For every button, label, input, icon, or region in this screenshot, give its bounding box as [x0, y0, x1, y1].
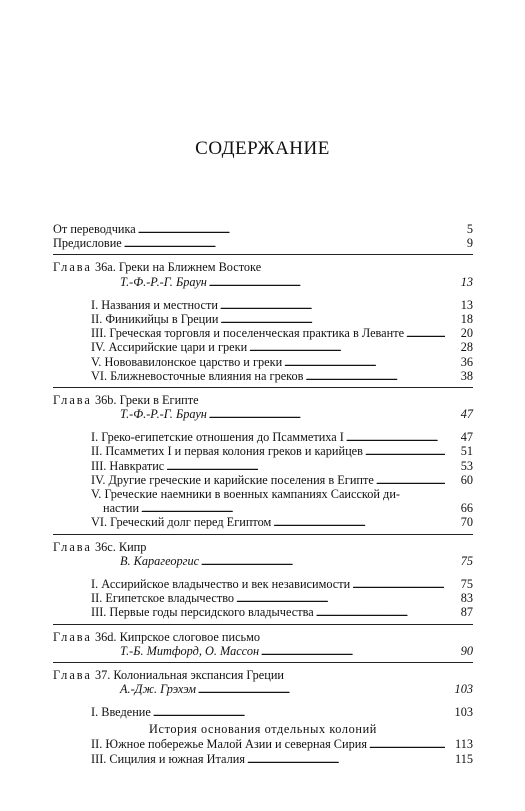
toc-entry: [53, 605, 473, 619]
entry-title: IV. Другие греческие и карийские поселения в Египте: [91, 472, 374, 487]
page-number: 18: [460, 311, 473, 326]
divider: [53, 662, 473, 663]
leader-dots: [306, 369, 446, 385]
chapter-title: Колониальная экспансия Греции: [113, 667, 284, 682]
entry-title: III. Греческая торговля и поселенческая практика в Леванте: [91, 326, 405, 341]
chapter-title: Греки в Египте: [119, 392, 199, 407]
toc-entry: [53, 515, 473, 529]
page-number: 28: [460, 340, 473, 355]
divider: [53, 254, 473, 255]
toc-entry: [53, 444, 473, 458]
entry-title: IV. Ассирийские цари и греки: [91, 340, 248, 355]
divider: [53, 534, 473, 535]
entry-title-first-line: V. Греческие наемники в военных кампаниях Саисской ди-: [91, 487, 400, 501]
page-number: 47: [460, 407, 473, 422]
toc-entry: [53, 737, 473, 751]
toc-entry: [53, 501, 473, 515]
toc-entry: [53, 236, 473, 250]
chapter-heading: [53, 260, 473, 274]
chapter-label: Глава: [53, 629, 92, 644]
page-number: 51: [460, 444, 473, 459]
chapter-heading: [53, 630, 473, 644]
chapter-author: Т.-Ф.-Р.-Г. Браун: [120, 407, 207, 422]
chapter-number: 36а.: [94, 260, 116, 275]
page-number: 113: [455, 737, 473, 752]
leader-dots: [124, 236, 445, 252]
entry-title: III. Навкратис: [91, 458, 165, 473]
page-number: 90: [460, 643, 473, 658]
page-number: 103: [454, 682, 473, 697]
entry-title: I. Греко-египетские отношения до Псамметиха I: [91, 430, 344, 445]
chapter-title: Кипр: [118, 539, 147, 554]
divider: [53, 387, 473, 388]
chapter-author-row: [53, 275, 473, 289]
page-number: 5: [466, 222, 473, 236]
toc-entry: [53, 326, 473, 340]
page-number: 53: [460, 458, 473, 473]
table-of-contents: [53, 222, 473, 766]
section-subheading: История основания отдельных колоний: [149, 722, 377, 737]
chapter-author-row: [53, 644, 473, 658]
entry-title: VI. Греческий долг перед Египтом: [91, 515, 272, 530]
chapter-author-row: [53, 682, 473, 696]
toc-entry: [53, 473, 473, 487]
toc-entry: [53, 340, 473, 354]
page-number: 9: [466, 236, 473, 251]
chapter-label: Глава: [53, 539, 92, 554]
toc-entry: [53, 591, 473, 605]
chapter-number: 36b.: [94, 392, 117, 407]
leader-dots: [316, 605, 445, 621]
entry-title: I. Названия и местности: [91, 297, 218, 312]
toc-entry: [53, 369, 473, 383]
chapter-heading: [53, 668, 473, 682]
chapter-author: Т.-Б. Митфорд, О. Массон: [120, 643, 260, 658]
leader-dots: [209, 275, 445, 291]
entry-title: II. Финикийцы в Греции: [91, 311, 219, 326]
chapter-author: Т.-Ф.-Р.-Г. Браун: [120, 274, 207, 289]
leader-dots: [261, 644, 445, 660]
page-title: СОДЕРЖАНИЕ: [195, 138, 330, 159]
toc-entry: [53, 430, 473, 444]
entry-title: II. Египетское владычество: [91, 591, 235, 606]
leader-dots: [153, 705, 445, 721]
page-number: 38: [460, 368, 473, 383]
chapter-author-row: [53, 554, 473, 568]
entry-title: V. Нововавилонское царство и греки: [91, 354, 283, 369]
chapter-number: 36c.: [94, 539, 116, 554]
entry-title: I. Введение: [91, 705, 151, 720]
chapter-author-row: [53, 407, 473, 421]
page-number: 13: [460, 297, 473, 312]
entry-title: VI. Ближневосточные влияния на греков: [91, 368, 304, 383]
chapter-label: Глава: [53, 260, 92, 275]
page-number: 115: [455, 751, 473, 766]
page-number: 13: [460, 274, 473, 289]
page-number: 75: [460, 553, 473, 568]
entry-title: I. Ассирийское владычество и век независимости: [91, 576, 351, 591]
page-number: 87: [460, 605, 473, 620]
leader-dots: [273, 515, 445, 531]
chapter-title: Кипрское слоговое письмо: [119, 629, 261, 644]
page-number: 70: [460, 515, 473, 530]
chapter-author: А.-Дж. Грэхэм: [120, 682, 197, 697]
page-number: 103: [454, 705, 473, 720]
entry-title: II. Южное побережье Малой Азии и северная Сирия: [91, 737, 367, 752]
page-number: 66: [460, 501, 473, 516]
toc-entry: [53, 459, 473, 473]
chapter-author: В. Карагеоргис: [120, 553, 200, 568]
leader-dots: [201, 554, 445, 570]
toc-entry: [53, 752, 473, 766]
chapter-title: Греки на Ближнем Востоке: [118, 260, 262, 275]
entry-title: Предисловие: [53, 236, 122, 251]
page-number: 60: [460, 472, 473, 487]
divider: [53, 624, 473, 625]
toc-entry: [53, 705, 473, 719]
toc-entry: [53, 355, 473, 369]
page-number: 83: [460, 591, 473, 606]
page-number: 75: [460, 576, 473, 591]
page-number: 47: [460, 430, 473, 445]
chapter-heading: [53, 540, 473, 554]
entry-title: От переводчика: [53, 222, 136, 236]
entry-title: III. Первые годы персидского владычества: [91, 605, 314, 620]
toc-entry: [53, 222, 473, 236]
toc-entry: [53, 577, 473, 591]
toc-entry: [53, 298, 473, 312]
chapter-label: Глава: [53, 667, 92, 682]
leader-dots: [198, 682, 445, 698]
page-number: 36: [460, 354, 473, 369]
chapter-heading: [53, 393, 473, 407]
entry-title: III. Сицилия и южная Италия: [91, 751, 245, 766]
leader-dots: [247, 752, 445, 768]
chapter-label: Глава: [53, 392, 92, 407]
toc-entry: [53, 312, 473, 326]
leader-dots: [209, 407, 445, 423]
entry-title: настии: [103, 501, 140, 516]
entry-title: II. Псамметих I и первая колония греков и карийцев: [91, 444, 363, 459]
page-number: 20: [460, 326, 473, 341]
chapter-number: 36d.: [94, 629, 117, 644]
chapter-number: 37.: [94, 667, 111, 682]
